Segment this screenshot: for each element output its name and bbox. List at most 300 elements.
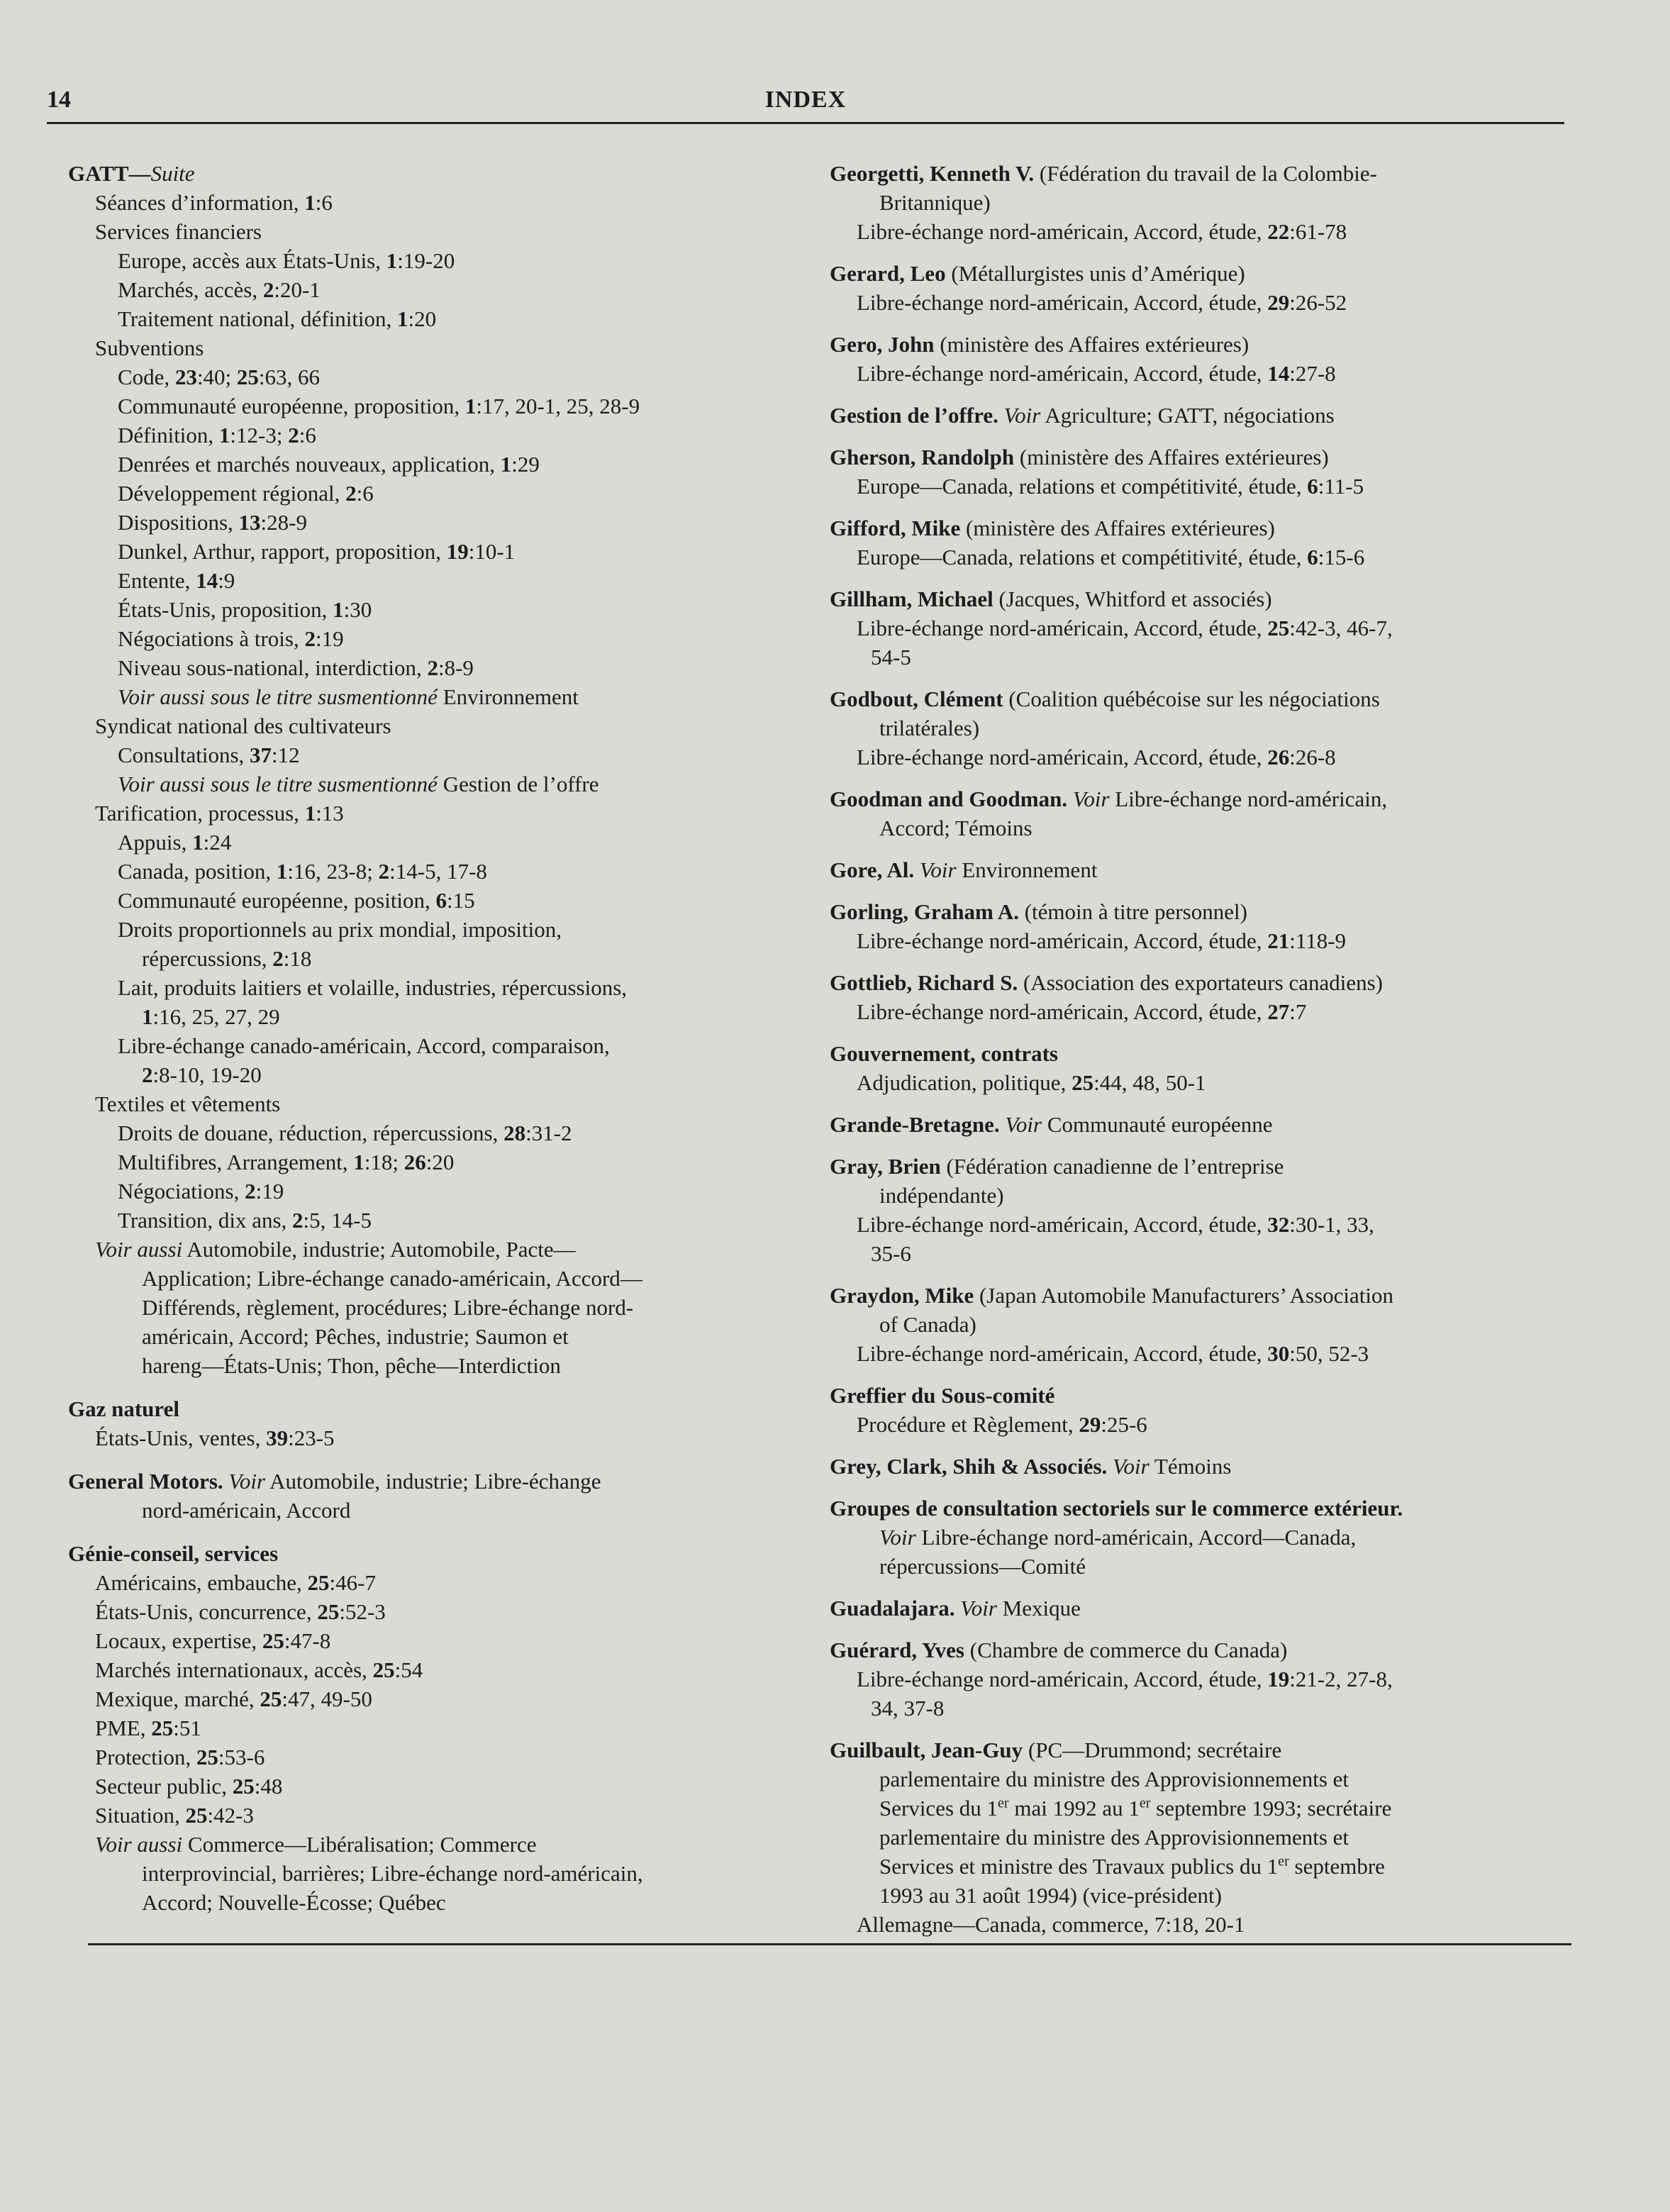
entry-text: Secteur public,	[95, 1774, 233, 1799]
entry-heading: Génie-conseil, services	[68, 1541, 279, 1566]
volume-number: 39	[266, 1425, 289, 1450]
entry-text: Gestion de l’offre	[437, 772, 599, 796]
volume-number: 32	[1267, 1212, 1290, 1237]
index-heading-line	[830, 259, 1557, 288]
entry-text: Négociations à trois,	[118, 626, 305, 651]
page-reference: :14-5, 17-8	[389, 859, 487, 884]
index-entry	[830, 1281, 1557, 1368]
page-reference: :30	[343, 597, 372, 622]
right-column	[830, 159, 1557, 1952]
entry-text: Adjudication, politique,	[857, 1070, 1072, 1095]
volume-number: 2	[142, 1062, 153, 1087]
index-heading-line	[830, 159, 1557, 188]
index-subentry-line	[68, 915, 806, 944]
entry-heading: Groupes de consultation sectoriels sur le commerce extérieur.	[830, 1496, 1403, 1521]
entry-text: Appuis,	[118, 830, 193, 855]
volume-number: 25	[1267, 616, 1290, 640]
entry-text: Tarification, processus,	[95, 801, 305, 826]
index-subentry-line	[68, 1264, 806, 1293]
entry-text: 35-6	[871, 1241, 911, 1266]
volume-number: 2	[262, 277, 274, 302]
entry-heading: Guadalajara.	[830, 1596, 955, 1621]
entry-heading: Gherson, Randolph	[830, 445, 1015, 469]
volume-number: 29	[1267, 290, 1290, 315]
entry-heading: Gerard, Leo	[830, 261, 946, 286]
entry-text: Libre-échange nord-américain, Accord, étude,	[857, 361, 1268, 386]
page-reference: :29	[511, 452, 540, 477]
volume-number: 28	[503, 1121, 526, 1145]
entry-text: Libre-échange nord-américain, Accord, étude,	[857, 1212, 1268, 1237]
index-entry	[830, 443, 1557, 501]
entry-text: Europe—Canada, relations et compétitivité, étude,	[857, 545, 1308, 569]
index-entry	[830, 784, 1557, 843]
entry-text: Droits de douane, réduction, répercussions,	[118, 1121, 504, 1145]
volume-number: 1	[500, 452, 512, 477]
page-reference: :8-10, 19-20	[152, 1062, 262, 1087]
index-subentry-line	[830, 359, 1557, 388]
entry-text: Mexique, marché,	[95, 1686, 260, 1711]
volume-number: 1	[333, 597, 344, 622]
page-reference: :23-5	[288, 1425, 335, 1450]
index-heading-line	[830, 684, 1557, 713]
entry-text: États-Unis, ventes,	[95, 1425, 267, 1450]
entry-heading: Guérard, Yves	[830, 1638, 964, 1662]
page-reference: :13	[316, 801, 344, 826]
index-heading-line	[68, 1467, 806, 1496]
entry-text: Services du 1	[879, 1796, 998, 1821]
index-subentry-line	[68, 1684, 806, 1713]
volume-number: 2	[245, 1179, 256, 1204]
entry-text: septembre	[1288, 1854, 1385, 1879]
page-reference: :16, 25, 27, 29	[152, 1004, 280, 1029]
index-subentry-line	[830, 1881, 1557, 1910]
index-subentry-line	[68, 362, 806, 391]
entry-text: Situation,	[95, 1803, 186, 1828]
entry-text: parlementaire du ministre des Approvisionnements et	[879, 1825, 1349, 1850]
entry-text: Définition,	[118, 423, 219, 448]
index-heading-line	[830, 584, 1557, 613]
entry-text: Allemagne—Canada, commerce, 7:18, 20-1	[857, 1912, 1245, 1937]
index-subentry-line	[830, 643, 1557, 672]
index-subentry-line	[68, 1772, 806, 1801]
entry-text: Droits proportionnels au prix mondial, imposition,	[118, 917, 562, 942]
volume-number: 1	[276, 859, 288, 884]
see-reference: Voir	[879, 1525, 916, 1550]
page-number: 14	[47, 87, 71, 113]
page-reference: :6	[299, 423, 316, 448]
volume-number: 2	[427, 655, 438, 680]
entry-text: Libre-échange nord-américain, Accord, étude,	[857, 616, 1268, 640]
index-subentry-line	[830, 926, 1557, 955]
volume-number: 25	[1071, 1070, 1094, 1095]
index-subentry-line	[830, 472, 1557, 501]
entry-text: (Métallurgistes unis d’Amérique)	[945, 261, 1245, 286]
entry-text: Développement régional,	[118, 481, 346, 506]
index-subentry-line	[68, 1351, 806, 1380]
index-subentry-line	[830, 188, 1557, 217]
entry-text: Libre-échange nord-américain, Accord, étude,	[857, 219, 1268, 244]
volume-number: 2	[292, 1208, 304, 1233]
page-reference: :7	[1289, 999, 1307, 1024]
volume-number: 25	[196, 1745, 218, 1769]
page-reference: :9	[218, 568, 235, 593]
index-heading-line	[830, 330, 1557, 359]
index-heading-line	[68, 1539, 806, 1568]
entry-heading: Guilbault, Jean-Guy	[830, 1738, 1023, 1762]
entry-text: Environnement	[956, 857, 1098, 882]
index-heading-line	[830, 1039, 1557, 1068]
index-subentry-line	[68, 1089, 806, 1118]
index-subentry-line	[68, 740, 806, 769]
volume-number: 21	[1267, 928, 1290, 953]
entry-text: (Fédération du travail de la Colombie-	[1034, 161, 1377, 186]
entry-text: américain, Accord; Pêches, industrie; Saumon et	[142, 1324, 569, 1349]
index-entry	[830, 1452, 1557, 1481]
see-reference: Voir aussi sous le titre susmentionné	[118, 684, 438, 709]
entry-text: Commerce—Libéralisation; Commerce	[182, 1832, 537, 1857]
index-heading-line	[830, 1152, 1557, 1181]
volume-number: 14	[196, 568, 218, 593]
entry-heading: Georgetti, Kenneth V.	[830, 161, 1035, 186]
see-reference: Voir	[223, 1469, 266, 1494]
volume-number: 23	[174, 365, 197, 389]
entry-text: mai 1992 au 1	[1008, 1796, 1140, 1821]
entry-text: Communauté européenne	[1042, 1112, 1273, 1137]
index-heading-line	[830, 1635, 1557, 1664]
volume-number: 25	[372, 1657, 395, 1682]
index-entry	[830, 330, 1557, 388]
entry-heading: Gorling, Graham A.	[830, 899, 1019, 924]
index-subentry-line	[68, 479, 806, 508]
entry-text: hareng—États-Unis; Thon, pêche—Interdiction	[142, 1353, 561, 1378]
page-reference: :17, 20-1, 25, 28-9	[476, 394, 640, 418]
index-subentry-line	[830, 1794, 1557, 1823]
page-reference: :53-6	[218, 1745, 265, 1769]
entry-text: répercussions,	[142, 946, 273, 971]
index-subentry-line	[68, 595, 806, 624]
volume-number: 6	[1307, 545, 1318, 569]
entry-heading: Gero, John	[830, 332, 935, 357]
entry-heading: Godbout, Clément	[830, 687, 1003, 711]
index-subentry-line	[830, 1552, 1557, 1581]
see-reference: Suite	[150, 161, 195, 186]
index-subentry-line	[68, 1177, 806, 1206]
index-subentry-line	[68, 828, 806, 857]
see-reference: Voir aussi sous le titre susmentionné	[118, 772, 438, 796]
index-subentry-line	[68, 1147, 806, 1177]
entry-heading: Greffier du Sous-comité	[830, 1383, 1055, 1408]
volume-number: 1	[192, 830, 204, 855]
index-heading-line	[830, 1281, 1557, 1310]
index-subentry-line	[68, 711, 806, 740]
page-reference: :8-9	[438, 655, 474, 680]
index-heading-line	[830, 1452, 1557, 1481]
volume-number: 2	[272, 946, 284, 971]
entry-text: Séances d’information,	[95, 190, 305, 215]
ordinal-suffix: er	[1139, 1795, 1151, 1811]
left-column	[68, 159, 806, 1917]
entry-text: Subventions	[95, 335, 204, 360]
index-subentry-line	[68, 1206, 806, 1235]
index-heading-line	[830, 784, 1557, 813]
index-entry	[830, 1635, 1557, 1723]
entry-text: indépendante)	[879, 1183, 1004, 1208]
entry-text: Europe—Canada, relations et compétitivité, étude,	[857, 474, 1308, 499]
index-entry	[830, 513, 1557, 572]
page-reference: :16, 23-8;	[287, 859, 379, 884]
index-entry	[830, 1110, 1557, 1139]
index-subentry-line	[68, 1597, 806, 1626]
entry-text: Marchés, accès,	[118, 277, 263, 302]
entry-text: Multifibres, Arrangement,	[118, 1150, 354, 1174]
volume-number: 25	[185, 1803, 208, 1828]
volume-number: 1	[142, 1004, 153, 1029]
index-subentry-line	[68, 886, 806, 915]
entry-text: Accord; Témoins	[879, 816, 1032, 840]
index-subentry-line	[830, 1910, 1557, 1939]
volume-number: 25	[307, 1570, 330, 1595]
volume-number: 1	[386, 248, 398, 273]
entry-text: États-Unis, proposition,	[118, 597, 333, 622]
page-reference: :46-7	[329, 1570, 376, 1595]
index-subentry-line	[830, 1410, 1557, 1439]
entry-text: Automobile, industrie; Libre-échange	[265, 1469, 601, 1494]
index-subentry-line	[68, 1118, 806, 1147]
index-heading-line	[830, 968, 1557, 997]
index-subentry-line	[68, 1888, 806, 1917]
index-subentry-line	[68, 1060, 806, 1089]
entry-text: interprovincial, barrières; Libre-échange nord-américain,	[142, 1861, 643, 1886]
page-reference: :6	[356, 481, 374, 506]
index-heading-line	[68, 159, 806, 188]
index-subentry-line	[830, 713, 1557, 743]
index-subentry-line	[830, 613, 1557, 643]
see-reference: Voir	[999, 1112, 1042, 1137]
entry-text: Procédure et Règlement,	[857, 1412, 1079, 1437]
volume-number: 29	[1079, 1412, 1101, 1437]
volume-number: 30	[1267, 1341, 1290, 1366]
see-reference: Voir aussi	[95, 1832, 183, 1857]
entry-text: Libre-échange nord-américain, Accord, étude,	[857, 1341, 1268, 1366]
page-reference: :26-8	[1289, 745, 1336, 769]
see-reference: Voir	[954, 1596, 997, 1621]
index-subentry-line	[830, 1239, 1557, 1268]
entry-text: Mexique	[996, 1596, 1081, 1621]
page-reference: :47-8	[284, 1628, 331, 1653]
volume-number: 19	[446, 539, 469, 564]
page-reference: :18	[283, 946, 312, 971]
page-reference: :25-6	[1101, 1412, 1147, 1437]
index-entry	[830, 1152, 1557, 1268]
entry-text: Environnement	[437, 684, 579, 709]
index-heading-line	[830, 443, 1557, 472]
volume-number: 25	[151, 1716, 174, 1740]
header-rule	[47, 122, 1564, 124]
entry-text: Libre-échange nord-américain, Accord, étude,	[857, 290, 1268, 315]
entry-text: (témoin à titre personnel)	[1018, 899, 1247, 924]
page-reference: :6	[315, 190, 333, 215]
entry-text: trilatérales)	[879, 716, 980, 740]
page-reference: :19-20	[397, 248, 455, 273]
index-subentry-line	[830, 1310, 1557, 1339]
entry-text: Accord; Nouvelle-Écosse; Québec	[142, 1890, 446, 1915]
entry-text: Négociations,	[118, 1179, 245, 1204]
entry-text: Dunkel, Arthur, rapport, proposition,	[118, 539, 447, 564]
entry-text: Libre-échange nord-américain, Accord, étude,	[857, 999, 1268, 1024]
page-reference: :51	[173, 1716, 201, 1740]
page-header	[47, 84, 1564, 121]
entry-heading: Gore, Al.	[830, 857, 915, 882]
index-entry	[830, 401, 1557, 430]
index-subentry-line	[68, 1002, 806, 1031]
volume-number: 1	[304, 801, 316, 826]
entry-text: Entente,	[118, 568, 196, 593]
entry-text: Automobile, industrie; Automobile, Pacte—	[182, 1237, 576, 1262]
index-subentry-line	[68, 1322, 806, 1351]
entry-text: (PC—Drummond; secrétaire	[1023, 1738, 1282, 1762]
entry-text: Lait, produits laitiers et volaille, industries, répercussions,	[118, 975, 628, 1000]
index-subentry-line	[68, 391, 806, 421]
volume-number: 26	[403, 1150, 426, 1174]
index-subentry-line	[68, 421, 806, 450]
volume-number: 2	[304, 626, 316, 651]
entry-text: nord-américain, Accord	[142, 1498, 351, 1523]
volume-number: 6	[435, 888, 447, 913]
index-entry	[830, 1735, 1557, 1939]
entry-heading: General Motors.	[68, 1469, 223, 1494]
index-subentry-line	[68, 857, 806, 886]
entry-heading: Gouvernement, contrats	[830, 1041, 1058, 1066]
index-subentry-line	[830, 1181, 1557, 1210]
entry-heading: Gillham, Michael	[830, 587, 993, 611]
footer-rule	[88, 1943, 1571, 1945]
entry-text: Denrées et marchés nouveaux, application,	[118, 452, 501, 477]
entry-heading: GATT—	[68, 161, 151, 186]
volume-number: 1	[397, 306, 408, 331]
entry-text: (ministère des Affaires extérieures)	[934, 332, 1249, 357]
entry-text: Application; Libre-échange canado-américain, Accord—	[142, 1266, 642, 1291]
entry-text: États-Unis, concurrence,	[95, 1599, 318, 1624]
volume-number: 1	[218, 423, 230, 448]
index-subentry-line	[68, 1655, 806, 1684]
page-reference: :44, 48, 50-1	[1093, 1070, 1206, 1095]
page-reference: :5, 14-5	[303, 1208, 372, 1233]
entry-text: Libre-échange nord-américain, Accord, étude,	[857, 1667, 1268, 1691]
entry-heading: Gestion de l’offre.	[830, 403, 998, 428]
volume-number: 25	[260, 1686, 282, 1711]
entry-text: Libre-échange nord-américain,	[1109, 787, 1388, 811]
index-heading-line	[830, 401, 1557, 430]
index-subentry-line	[830, 1764, 1557, 1794]
page-reference: :42-3, 46-7,	[1289, 616, 1393, 640]
entry-text: Code,	[118, 365, 175, 389]
index-entry	[830, 1381, 1557, 1439]
page-reference: :11-5	[1318, 474, 1364, 499]
index-subentry-line	[68, 450, 806, 479]
index-subentry-line	[68, 1743, 806, 1772]
page-reference: :50, 52-3	[1289, 1341, 1369, 1366]
see-reference: Voir	[998, 403, 1041, 428]
entry-text: Protection,	[95, 1745, 196, 1769]
page-reference: :19	[315, 626, 344, 651]
index-subentry-line	[68, 769, 806, 799]
page-reference: :28-9	[260, 510, 307, 535]
page-reference: :24	[203, 830, 232, 855]
index-subentry-line	[68, 1293, 806, 1322]
index-subentry-line	[68, 973, 806, 1002]
index-subentry-line	[830, 288, 1557, 317]
entry-text: (Coalition québécoise sur les négociations	[1003, 687, 1380, 711]
page-reference: :40;	[196, 365, 237, 389]
entry-text: (Jacques, Whitford et associés)	[993, 587, 1272, 611]
index-entry	[830, 897, 1557, 955]
page-reference: :10-1	[468, 539, 516, 564]
volume-number: 6	[1307, 474, 1318, 499]
index-subentry-line	[830, 1523, 1557, 1552]
page-reference: :15-6	[1318, 545, 1365, 569]
index-subentry-line	[68, 275, 806, 304]
index-subentry-line	[68, 1496, 806, 1525]
entry-text: Libre-échange nord-américain, Accord, étude,	[857, 745, 1268, 769]
index-subentry-line	[68, 1713, 806, 1743]
page-reference: :63, 66	[258, 365, 321, 389]
entry-text: Europe, accès aux États-Unis,	[118, 248, 386, 273]
volume-number: 27	[1267, 999, 1290, 1024]
index-subentry-line	[68, 188, 806, 217]
page-reference: :21-2, 27-8,	[1289, 1667, 1393, 1691]
entry-text: PME,	[95, 1716, 152, 1740]
index-heading-line	[830, 513, 1557, 543]
entry-text: septembre 1993; secrétaire	[1150, 1796, 1392, 1821]
index-subentry-line	[68, 682, 806, 711]
index-subentry-line	[68, 1801, 806, 1830]
volume-number: 14	[1267, 361, 1290, 386]
page-reference: :12-3;	[230, 423, 289, 448]
index-subentry-line	[830, 543, 1557, 572]
index-entry	[830, 259, 1557, 317]
index-heading-line	[830, 1494, 1557, 1523]
index-subentry-line	[830, 217, 1557, 246]
index-entry	[830, 1594, 1557, 1623]
index-subentry-line	[68, 246, 806, 275]
index-subentry-line	[68, 304, 806, 333]
entry-text: (Fédération canadienne de l’entreprise	[940, 1154, 1284, 1179]
index-subentry-line	[68, 1031, 806, 1060]
index-subentry-line	[68, 1568, 806, 1597]
page-reference: :54	[394, 1657, 423, 1682]
index-subentry-line	[830, 1852, 1557, 1881]
see-reference: Voir	[1067, 787, 1110, 811]
index-subentry-line	[830, 813, 1557, 843]
index-subentry-line	[68, 537, 806, 566]
index-entry	[830, 1039, 1557, 1097]
index-heading-line	[830, 1594, 1557, 1623]
entry-text: 1993 au 31 août 1994) (vice-président)	[879, 1883, 1222, 1908]
index-subentry-line	[68, 1859, 806, 1888]
entry-text: (Association des exportateurs canadiens)	[1018, 970, 1384, 995]
index-subentry-line	[830, 997, 1557, 1026]
page-reference: :26-52	[1289, 290, 1347, 315]
entry-text: Textiles et vêtements	[95, 1091, 281, 1116]
page-reference: :30-1, 33,	[1289, 1212, 1374, 1237]
entry-text: Communauté européenne, position,	[118, 888, 436, 913]
index-subentry-line	[68, 799, 806, 828]
index-heading-line	[830, 1381, 1557, 1410]
entry-text: Britannique)	[879, 190, 991, 215]
entry-text: Niveau sous-national, interdiction,	[118, 655, 428, 680]
index-entry	[830, 684, 1557, 772]
entry-text: (ministère des Affaires extérieures)	[960, 516, 1275, 540]
